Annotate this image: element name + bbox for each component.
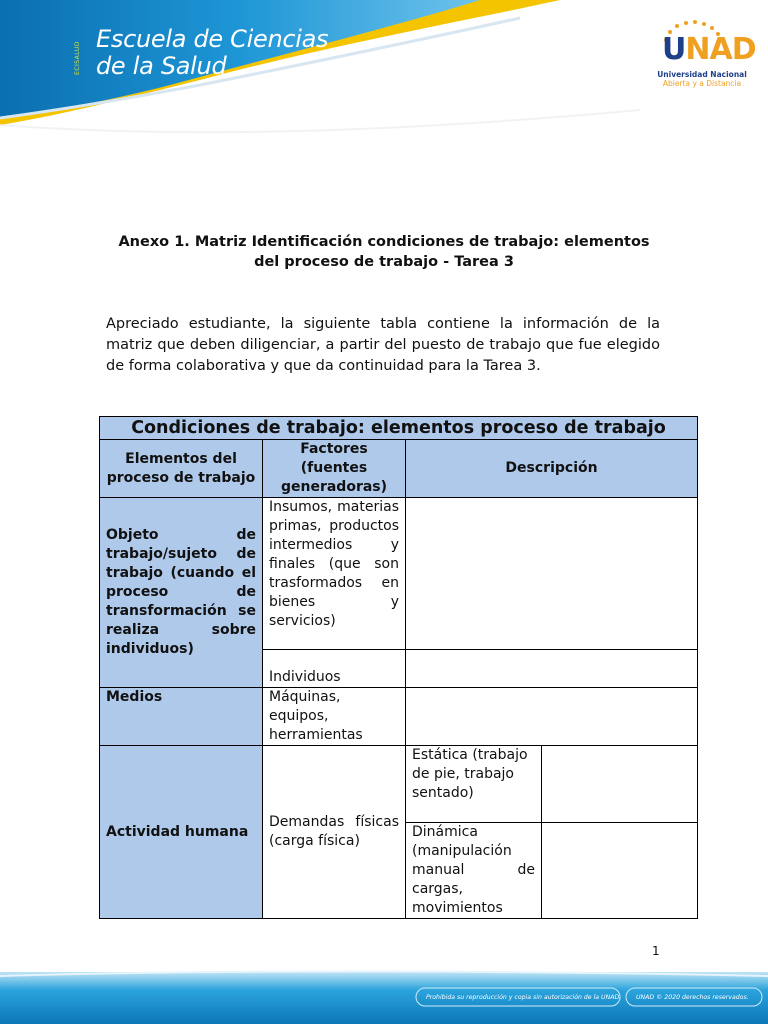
work-conditions-matrix (99, 416, 698, 919)
page-number: 1 (652, 944, 660, 958)
document-title (100, 232, 668, 272)
factor-individuos: Individuos (263, 650, 406, 688)
school-side-label: ECISALUD (74, 41, 81, 75)
col-header-elements: Elementos del proceso de trabajo (100, 440, 263, 498)
factor-maquinas: Máquinas, equipos, herramientas (263, 688, 406, 746)
col-header-factors: Factores (fuentes generadoras) (263, 440, 406, 498)
row-label-actividad: Actividad humana (100, 746, 263, 919)
logo-university-line1: Universidad Nacional (657, 70, 747, 79)
school-name (96, 26, 328, 80)
description-cell-insumos[interactable] (406, 498, 698, 650)
matrix-main-header: Condiciones de trabajo: elementos proceso de trabajo (100, 417, 698, 440)
subfactor-estatica: Estática (trabajo de pie, trabajo sentado) (406, 746, 542, 823)
logo-university-line2: Abierta y a Distancia (662, 79, 742, 88)
school-name-line1: Escuela de Ciencias (96, 25, 329, 53)
description-cell-estatica[interactable] (542, 746, 698, 823)
document-title-line1: Anexo 1. Matriz Identificación condiciones de trabajo: elementos (118, 234, 650, 250)
factor-demandas: Demandas físicas (carga física) (263, 746, 406, 919)
footer-copyright-note: Prohibida su reproducción y copia sin autorización de la UNAD. (426, 994, 622, 1001)
row-label-medios: Medios (100, 688, 263, 746)
description-cell-individuos[interactable] (406, 650, 698, 688)
unad-logo (652, 18, 756, 88)
header-banner (0, 0, 768, 150)
row-label-objeto: Objeto de trabajo/sujeto de trabajo (cuando el proceso de transformación se realiza sobre individuos) (100, 498, 263, 688)
logo-wordmark: UNAD (662, 32, 756, 67)
col-header-description: Descripción (406, 440, 698, 498)
description-cell-medios[interactable] (406, 688, 698, 746)
school-name-line2: de la Salud (96, 52, 227, 80)
description-cell-dinamica[interactable] (542, 823, 698, 919)
footer-rights-note: UNAD © 2020 derechos reservados. (636, 994, 749, 1001)
document-title-line2: del proceso de trabajo - Tarea 3 (254, 254, 514, 270)
factor-insumos: Insumos, materias primas, productos intermedios y finales (que son trasformados en bienes y servicios) (263, 498, 406, 650)
intro-paragraph: Apreciado estudiante, la siguiente tabla contiene la información de la matriz que deben diligenciar, a partir del puesto de trabajo que fue elegido de forma colaborativa y que da continuidad para la Tarea 3. (106, 316, 660, 374)
subfactor-dinamica: Dinámica (manipulación manual de cargas, movimientos (406, 823, 542, 919)
